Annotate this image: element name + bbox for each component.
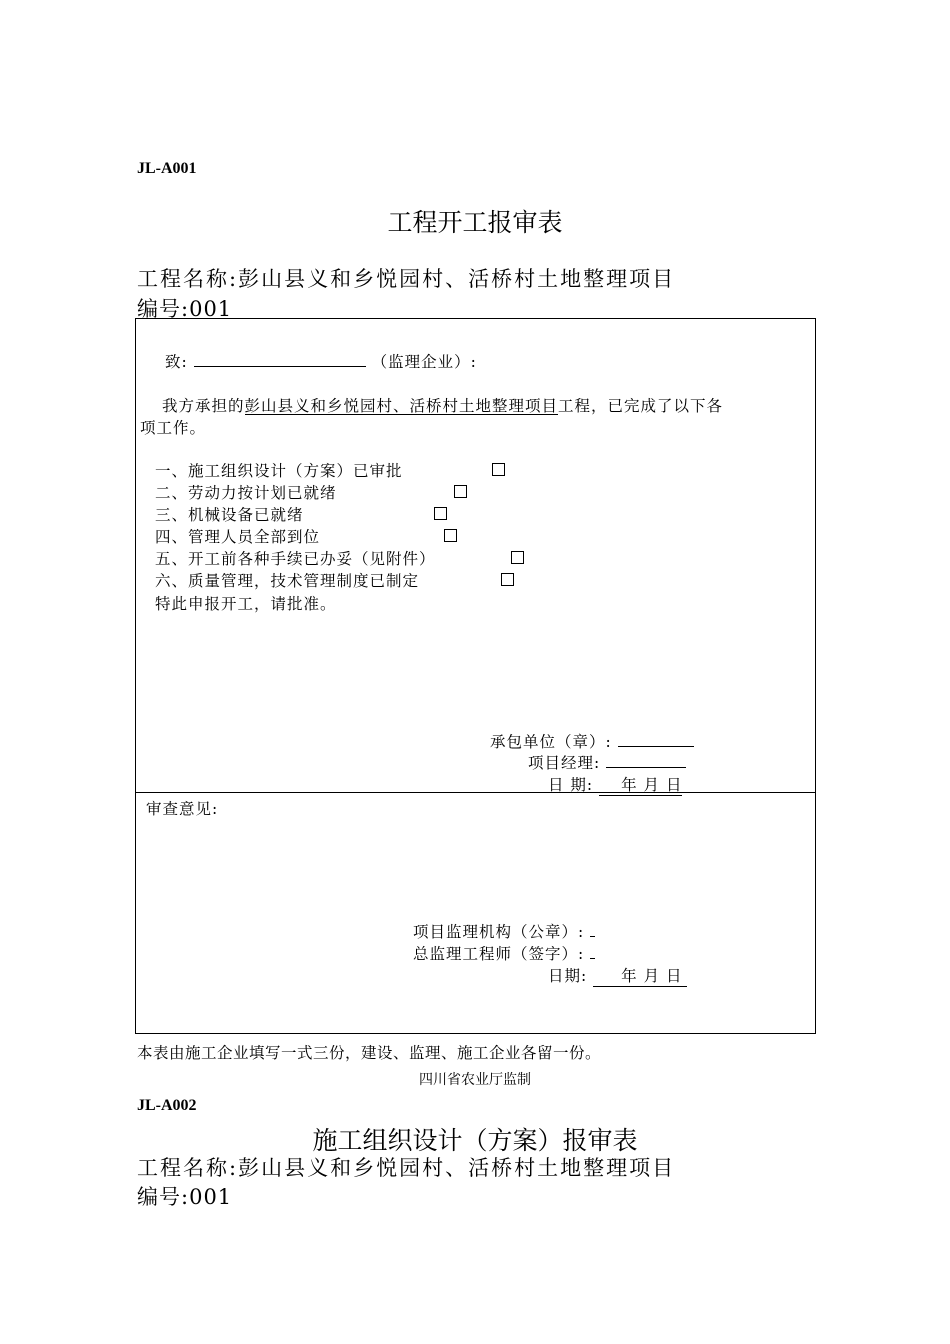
supervision-seal-field[interactable]: [590, 922, 595, 937]
number-line: [137, 1181, 232, 1211]
checklist-item: 三、机械设备已就绪: [155, 506, 304, 524]
to-suffix: （监理企业）:: [371, 353, 477, 371]
project-name-line: [137, 1152, 675, 1182]
checkbox-4[interactable]: [444, 529, 457, 542]
number-label: 编号:: [137, 1185, 190, 1209]
checklist-item: 一、施工组织设计（方案）已审批: [155, 462, 403, 480]
chief-engineer-signature-field[interactable]: [590, 944, 595, 959]
intro-prefix: 我方承担的: [162, 397, 245, 415]
project-name: 彭山县义和乡悦园村、活桥村土地整理项目: [238, 1156, 676, 1180]
form-code: JL-A002: [137, 1097, 197, 1114]
project-label: 工程名称:: [137, 1156, 239, 1180]
supervision-org-label: 项目监理机构（公章）:: [413, 923, 585, 941]
intro-line: [162, 394, 723, 416]
chief-engineer-label: 总监理工程师（签字）:: [413, 945, 585, 963]
date-label: 日 期:: [548, 776, 594, 794]
form-title: 工程开工报审表: [387, 208, 563, 237]
checkbox-1[interactable]: [492, 463, 505, 476]
contractor-seal-field[interactable]: [618, 732, 694, 747]
footnote: 本表由施工企业填写一式三份，建设、监理、施工企业各留一份。: [137, 1044, 602, 1062]
checklist-item: 四、管理人员全部到位: [155, 528, 321, 546]
supervisor-company-field[interactable]: [194, 352, 366, 367]
intro-project: 彭山县义和乡悦园村、活桥村土地整理项目: [244, 397, 559, 415]
addressee-line: [165, 350, 477, 372]
checkbox-6[interactable]: [501, 573, 514, 586]
project-label: 工程名称:: [137, 267, 239, 291]
checkbox-2[interactable]: [454, 485, 467, 498]
contractor-date-line: [548, 773, 682, 796]
supervision-org-line: [413, 920, 595, 942]
checklist-item: 五、开工前各种手续已办妥（见附件）: [155, 550, 436, 568]
review-date-value[interactable]: 年 月 日: [593, 964, 686, 987]
closing-text: 特此申报开工，请批准。: [155, 595, 337, 613]
contractor-line: [490, 730, 694, 752]
manager-label: 项目经理:: [528, 754, 601, 772]
table-divider: [136, 792, 815, 793]
intro-line-2: 项工作。: [140, 419, 207, 437]
chief-engineer-line: [413, 942, 595, 964]
form-code: JL-A001: [137, 160, 197, 177]
number-value: 001: [189, 1185, 233, 1209]
form-title: 施工组织设计（方案）报审表: [312, 1126, 638, 1155]
checklist-item: 六、质量管理，技术管理制度已制定: [155, 572, 420, 590]
manager-line: [528, 751, 686, 773]
number-label: 编号:: [137, 297, 190, 321]
intro-suffix: 工程，已完成了以下各: [558, 397, 724, 415]
supervisor-org: 四川省农业厅监制: [419, 1072, 531, 1088]
contractor-label: 承包单位（章）:: [490, 733, 612, 751]
checkbox-5[interactable]: [511, 551, 524, 564]
manager-field[interactable]: [606, 753, 686, 768]
to-label: 致:: [165, 353, 188, 371]
number-value: 001: [189, 297, 233, 321]
review-label: 审查意见:: [146, 800, 219, 818]
checkbox-3[interactable]: [434, 507, 447, 520]
project-name: 彭山县义和乡悦园村、活桥村土地整理项目: [238, 267, 676, 291]
checklist-item: 二、劳动力按计划已就绪: [155, 484, 337, 502]
review-date-line: [548, 964, 687, 987]
date-value[interactable]: 年 月 日: [599, 773, 682, 796]
review-date-label: 日期:: [548, 967, 588, 985]
project-name-line: [137, 263, 675, 293]
